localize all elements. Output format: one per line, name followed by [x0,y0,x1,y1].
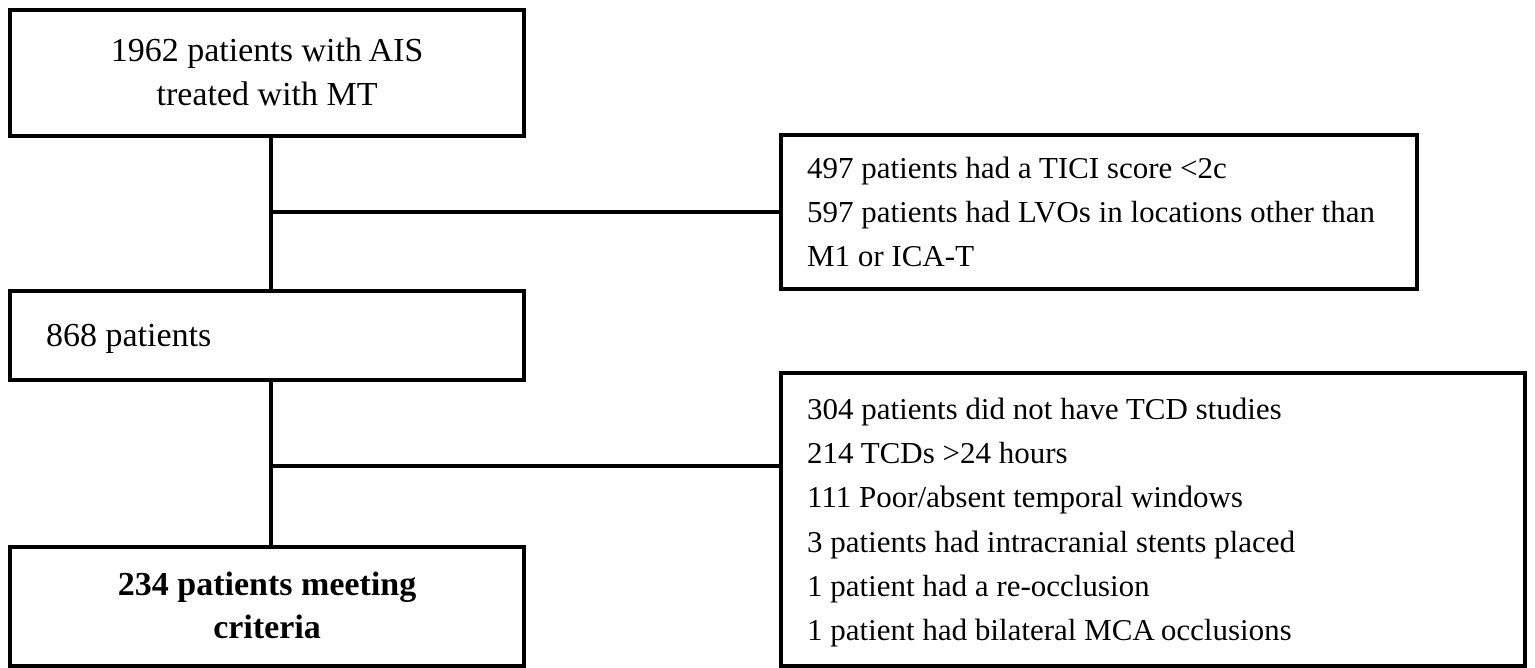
node-remaining-patients [8,289,526,382]
exclusion-2-line-4: 3 patients had intracranial stents placed [807,523,1296,559]
exclusion-box-1 [779,133,1419,291]
node-total-patients-line1: 1962 patients with AIS [110,31,424,69]
node-final-cohort-line1: 234 patients meeting [117,566,417,603]
node-total-patients [8,8,526,138]
node-final-cohort-line2: criteria [213,608,321,646]
connector-total-to-remaining [269,138,273,291]
node-final-cohort [8,545,526,668]
node-total-patients-line2: treated with MT [156,76,378,113]
exclusion-box-2 [779,371,1527,668]
exclusion-2-line-6: 1 patient had bilateral MCA occlusions [807,611,1292,647]
exclusion-1-line-2: 597 patients had LVOs in locations other than M1 or ICA-T [807,193,1375,273]
exclusion-1-line-1: 497 patients had a TICI score <2c [807,149,1227,185]
exclusion-2-line-1: 304 patients did not have TCD studies [807,391,1282,427]
exclusion-2-line-5: 1 patient had a re-occlusion [807,567,1150,603]
connector-to-exclusion-1 [269,210,783,214]
node-remaining-patients-label: 868 patients [46,316,212,354]
connector-to-exclusion-2 [269,464,783,468]
exclusion-2-line-2: 214 TCDs >24 hours [807,435,1068,471]
exclusion-2-line-3: 111 Poor/absent temporal windows [807,479,1243,515]
